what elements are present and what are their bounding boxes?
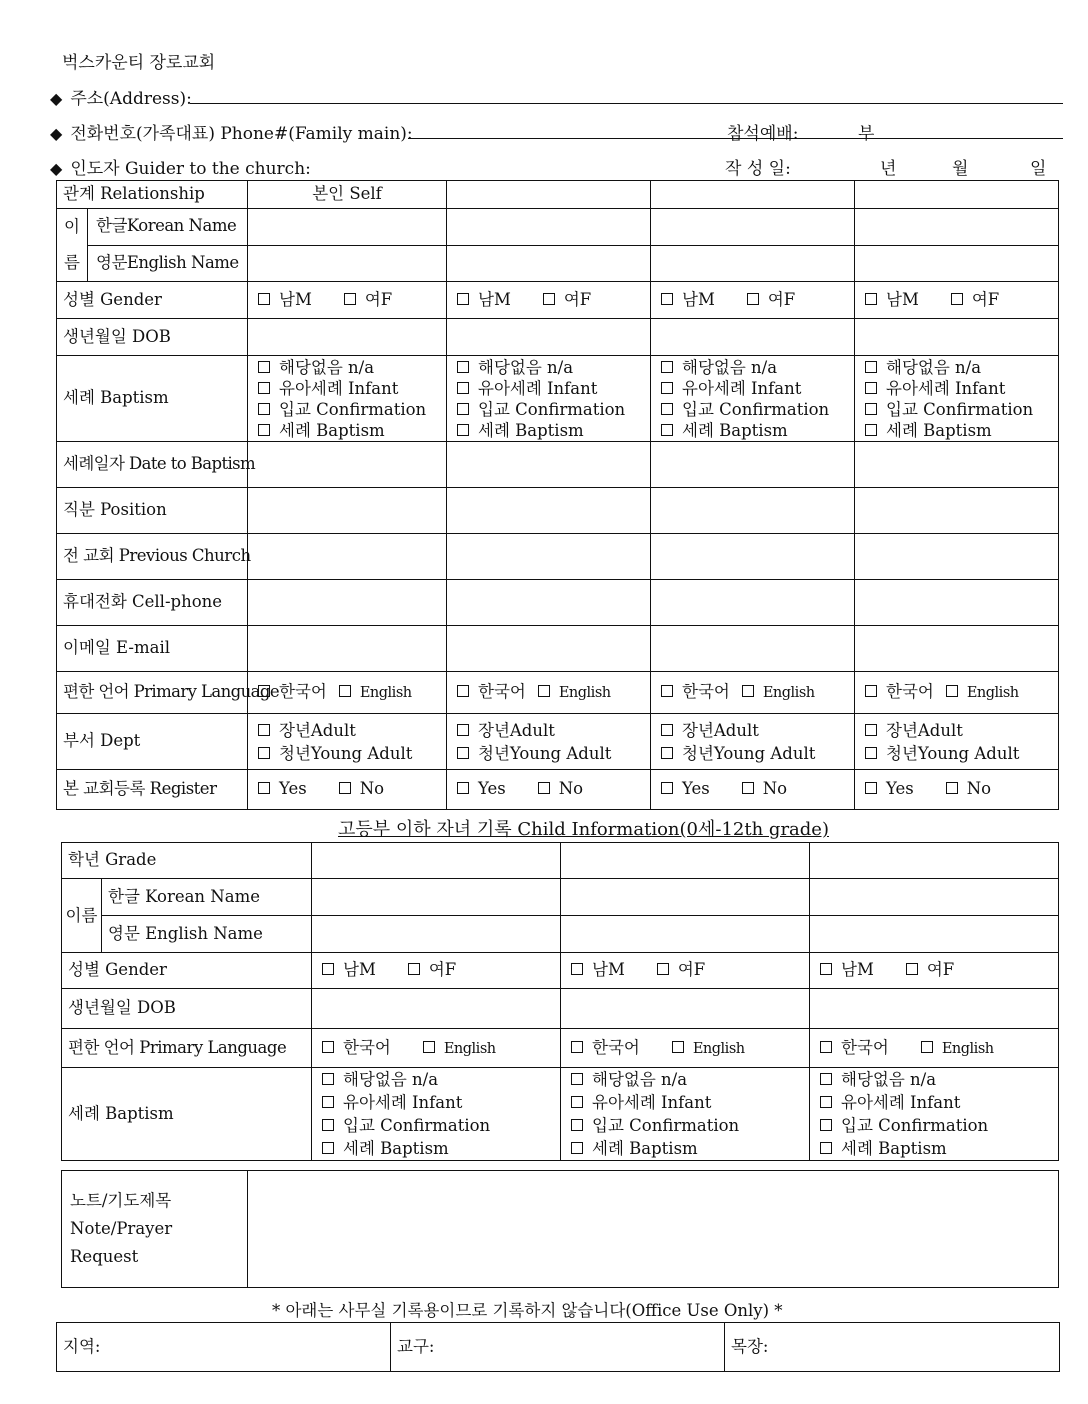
english-name-label: 영문English Name xyxy=(88,245,248,282)
email-cell[interactable] xyxy=(651,626,855,672)
baptism-na-checkbox[interactable] xyxy=(258,361,270,373)
child-section-title: 고등부 이하 자녀 기록 Child Information(0세-12th grade) xyxy=(338,819,829,840)
baptism-infant-label: 유아세례 Infant xyxy=(478,378,598,398)
language-cell xyxy=(248,672,447,714)
guider-row xyxy=(50,154,311,179)
child-baptism-cell xyxy=(561,1068,810,1161)
email-cell[interactable] xyxy=(447,626,651,672)
baptism-na-label: 해당없음 n/a xyxy=(343,1070,439,1089)
child-language-cell xyxy=(312,1029,561,1068)
english-name-cell[interactable] xyxy=(248,245,447,282)
dob-cell[interactable] xyxy=(651,319,855,356)
phone-row xyxy=(50,119,413,144)
female-label: 여F xyxy=(767,289,796,309)
baptism-label: 세례 Baptism xyxy=(57,356,248,442)
male-label: 남M xyxy=(478,289,511,309)
child-dob-row xyxy=(62,989,1059,1029)
diamond-bullet-icon: ◆ xyxy=(50,124,63,143)
date-day: 일 xyxy=(1030,159,1047,179)
dob-label: 생년월일 DOB xyxy=(57,319,248,356)
relationship-cell[interactable] xyxy=(855,181,1059,209)
grade-cell[interactable] xyxy=(810,843,1059,879)
korean-label: 한국어 xyxy=(478,682,526,702)
baptism-confirmation-label: 입교 Confirmation xyxy=(279,399,427,419)
note-table xyxy=(61,1170,1059,1288)
relationship-cell[interactable] xyxy=(447,181,651,209)
baptism-confirmation-label: 입교 Confirmation xyxy=(478,399,626,419)
register-yes-label: Yes xyxy=(478,779,506,799)
dob-cell[interactable] xyxy=(248,319,447,356)
baptism-na-checkbox[interactable] xyxy=(820,1073,832,1085)
dob-cell[interactable] xyxy=(855,319,1059,356)
korean-name-cell[interactable] xyxy=(855,209,1059,246)
address-label: 주소(Address): xyxy=(70,89,192,109)
baptism-na-checkbox[interactable] xyxy=(571,1073,583,1085)
dob-cell[interactable] xyxy=(447,319,651,356)
worship-label: 참석예배: xyxy=(727,124,799,144)
grade-cell[interactable] xyxy=(312,843,561,879)
prev-church-row xyxy=(57,534,1059,580)
baptism-cell xyxy=(248,356,447,442)
dept-adult-label: 장년Adult xyxy=(279,720,356,740)
korean-name-cell[interactable] xyxy=(248,209,447,246)
english-checkbox[interactable] xyxy=(538,685,550,697)
child-baptism-cell xyxy=(810,1068,1059,1161)
cell-phone-cell[interactable] xyxy=(447,580,651,626)
english-label: English xyxy=(762,685,815,702)
dept-adult-label: 장년Adult xyxy=(886,720,963,740)
korean-name-cell[interactable] xyxy=(651,209,855,246)
korean-checkbox[interactable] xyxy=(661,685,673,697)
child-korean-name-cell[interactable] xyxy=(561,879,810,916)
email-cell[interactable] xyxy=(855,626,1059,672)
baptism-infant-label: 유아세례 Infant xyxy=(343,1093,463,1112)
dept-young-label: 청년Young Adult xyxy=(886,743,1020,763)
baptism-date-cell[interactable] xyxy=(855,442,1059,488)
district-cell[interactable] xyxy=(391,1323,725,1372)
baptism-baptism-label: 세례 Baptism xyxy=(592,1139,698,1158)
child-dob-cell[interactable] xyxy=(810,989,1059,1029)
baptism-baptism-label: 세례 Baptism xyxy=(343,1139,449,1158)
language-cell xyxy=(855,672,1059,714)
english-label: English xyxy=(692,1040,745,1057)
register-yes-label: Yes xyxy=(279,779,307,799)
baptism-na-label: 해당없음 n/a xyxy=(592,1070,688,1089)
baptism-date-label: 세례일자 Date to Baptism xyxy=(57,442,248,488)
english-name-row xyxy=(57,245,1059,282)
dept-young-label: 청년Young Adult xyxy=(478,743,612,763)
female-checkbox[interactable] xyxy=(747,293,759,305)
language-row xyxy=(57,672,1059,714)
male-label: 남M xyxy=(886,289,919,309)
register-no-label: No xyxy=(966,779,992,799)
male-checkbox[interactable] xyxy=(661,293,673,305)
english-name-cell[interactable] xyxy=(447,245,651,282)
prev-church-cell[interactable] xyxy=(447,534,651,580)
dept-young-label: 청년Young Adult xyxy=(682,743,816,763)
child-gender-row xyxy=(62,953,1059,989)
female-checkbox[interactable] xyxy=(408,963,420,975)
baptism-baptism-label: 세례 Baptism xyxy=(886,420,992,440)
baptism-na-checkbox[interactable] xyxy=(457,361,469,373)
dept-adult-checkbox[interactable] xyxy=(258,724,270,736)
dept-cell xyxy=(248,714,447,770)
child-info-table xyxy=(61,842,1059,1161)
english-label: English xyxy=(966,685,1019,702)
dept-young-checkbox[interactable] xyxy=(457,747,469,759)
child-baptism-cell xyxy=(312,1068,561,1161)
register-yes-checkbox[interactable] xyxy=(258,782,270,794)
child-english-name-label: 영문 English Name xyxy=(102,916,312,953)
gender-row xyxy=(57,282,1059,319)
dept-young-checkbox[interactable] xyxy=(661,747,673,759)
child-dob-label: 생년월일 DOB xyxy=(62,989,312,1029)
register-yes-label: Yes xyxy=(682,779,710,799)
dept-young-checkbox[interactable] xyxy=(258,747,270,759)
baptism-baptism-label: 세례 Baptism xyxy=(841,1139,947,1158)
dept-young-checkbox[interactable] xyxy=(865,747,877,759)
child-gender-label: 성별 Gender xyxy=(62,953,312,989)
baptism-baptism-label: 세례 Baptism xyxy=(478,420,584,440)
position-cell[interactable] xyxy=(855,488,1059,534)
register-cell xyxy=(651,770,855,810)
cell-phone-cell[interactable] xyxy=(855,580,1059,626)
korean-name-label: 한글Korean Name xyxy=(88,209,248,246)
baptism-confirmation-checkbox[interactable] xyxy=(571,1119,583,1131)
female-checkbox[interactable] xyxy=(657,963,669,975)
baptism-cell xyxy=(855,356,1059,442)
dept-row xyxy=(57,714,1059,770)
child-dob-cell[interactable] xyxy=(561,989,810,1029)
baptism-confirmation-label: 입교 Confirmation xyxy=(886,399,1034,419)
english-checkbox[interactable] xyxy=(423,1041,435,1053)
child-korean-name-label: 한글 Korean Name xyxy=(102,879,312,916)
dept-adult-checkbox[interactable] xyxy=(457,724,469,736)
korean-checkbox[interactable] xyxy=(865,685,877,697)
cell-phone-cell[interactable] xyxy=(248,580,447,626)
baptism-baptism-checkbox[interactable] xyxy=(865,424,877,436)
register-no-checkbox[interactable] xyxy=(538,782,550,794)
register-yes-label: Yes xyxy=(886,779,914,799)
prev-church-cell[interactable] xyxy=(855,534,1059,580)
relationship-row xyxy=(57,181,1059,209)
child-gender-cell xyxy=(312,953,561,989)
position-cell[interactable] xyxy=(447,488,651,534)
email-cell[interactable] xyxy=(248,626,447,672)
korean-name-row xyxy=(57,209,1059,246)
region-label: 지역: xyxy=(63,1336,101,1356)
korean-label: 한국어 xyxy=(841,1037,889,1057)
office-table xyxy=(56,1322,1060,1372)
baptism-confirmation-label: 입교 Confirmation xyxy=(682,399,830,419)
baptism-baptism-checkbox[interactable] xyxy=(571,1142,583,1154)
english-label: English xyxy=(941,1040,994,1057)
baptism-baptism-checkbox[interactable] xyxy=(820,1142,832,1154)
female-label: 여F xyxy=(563,289,592,309)
korean-checkbox[interactable] xyxy=(820,1041,832,1053)
english-checkbox[interactable] xyxy=(921,1041,933,1053)
male-label: 남M xyxy=(841,960,874,980)
diamond-bullet-icon: ◆ xyxy=(50,159,63,178)
english-name-cell[interactable] xyxy=(855,245,1059,282)
baptism-baptism-checkbox[interactable] xyxy=(457,424,469,436)
email-row xyxy=(57,626,1059,672)
korean-label: 한국어 xyxy=(592,1037,640,1057)
dob-row xyxy=(57,319,1059,356)
male-checkbox[interactable] xyxy=(820,963,832,975)
korean-label: 한국어 xyxy=(682,682,730,702)
relationship-label: 관계 Relationship xyxy=(57,181,248,209)
baptism-date-cell[interactable] xyxy=(447,442,651,488)
child-english-name-cell[interactable] xyxy=(312,916,561,953)
baptism-cell xyxy=(447,356,651,442)
register-label: 본 교회등록 Register xyxy=(57,770,248,810)
child-korean-name-cell[interactable] xyxy=(810,879,1059,916)
baptism-infant-checkbox[interactable] xyxy=(865,382,877,394)
male-checkbox[interactable] xyxy=(457,293,469,305)
male-label: 남M xyxy=(343,960,376,980)
child-language-label: 편한 언어 Primary Language xyxy=(62,1029,312,1068)
child-english-name-row xyxy=(62,916,1059,953)
english-checkbox[interactable] xyxy=(339,685,351,697)
baptism-date-cell[interactable] xyxy=(248,442,447,488)
korean-label: 한국어 xyxy=(343,1037,391,1057)
dept-adult-label: 장년Adult xyxy=(478,720,555,740)
baptism-date-row xyxy=(57,442,1059,488)
baptism-infant-checkbox[interactable] xyxy=(258,382,270,394)
cell-phone-label: 휴대전화 Cell-phone xyxy=(57,580,248,626)
date-month: 월 xyxy=(952,159,969,179)
child-baptism-label: 세례 Baptism xyxy=(62,1068,312,1161)
register-no-checkbox[interactable] xyxy=(946,782,958,794)
baptism-baptism-label: 세례 Baptism xyxy=(279,420,385,440)
note-label-en: Note/Prayer Request xyxy=(70,1219,173,1266)
baptism-infant-label: 유아세례 Infant xyxy=(886,378,1006,398)
baptism-infant-label: 유아세례 Infant xyxy=(279,378,399,398)
dept-adult-label: 장년Adult xyxy=(682,720,759,740)
note-label xyxy=(62,1171,248,1288)
korean-checkbox[interactable] xyxy=(457,685,469,697)
gender-cell xyxy=(447,282,651,319)
position-label: 직분 Position xyxy=(57,488,248,534)
email-label: 이메일 E-mail xyxy=(57,626,248,672)
baptism-confirmation-label: 입교 Confirmation xyxy=(343,1116,491,1135)
register-row xyxy=(57,770,1059,810)
baptism-confirmation-label: 입교 Confirmation xyxy=(841,1116,989,1135)
female-label: 여F xyxy=(926,960,955,980)
baptism-na-checkbox[interactable] xyxy=(661,361,673,373)
baptism-confirmation-checkbox[interactable] xyxy=(457,403,469,415)
cell-phone-row xyxy=(57,580,1059,626)
female-checkbox[interactable] xyxy=(951,293,963,305)
female-checkbox[interactable] xyxy=(543,293,555,305)
baptism-baptism-checkbox[interactable] xyxy=(258,424,270,436)
address-row xyxy=(50,84,192,109)
dept-adult-checkbox[interactable] xyxy=(661,724,673,736)
position-row xyxy=(57,488,1059,534)
register-yes-checkbox[interactable] xyxy=(457,782,469,794)
register-cell xyxy=(447,770,651,810)
church-name: 벅스카운티 장로교회 xyxy=(62,53,216,73)
name-group-label: 이름 xyxy=(57,209,88,282)
male-label: 남M xyxy=(279,289,312,309)
leader-cell[interactable] xyxy=(725,1323,1060,1372)
child-language-cell xyxy=(810,1029,1059,1068)
baptism-na-checkbox[interactable] xyxy=(865,361,877,373)
baptism-row xyxy=(57,356,1059,442)
baptism-date-cell[interactable] xyxy=(651,442,855,488)
english-checkbox[interactable] xyxy=(742,685,754,697)
phone-label: 전화번호(가족대표) Phone#(Family main): xyxy=(70,124,413,144)
english-checkbox[interactable] xyxy=(672,1041,684,1053)
korean-checkbox[interactable] xyxy=(258,685,270,697)
dept-adult-checkbox[interactable] xyxy=(865,724,877,736)
baptism-infant-label: 유아세례 Infant xyxy=(841,1093,961,1112)
grade-label: 학년 Grade xyxy=(62,843,312,879)
language-cell xyxy=(447,672,651,714)
baptism-na-label: 해당없음 n/a xyxy=(682,357,778,377)
child-korean-name-cell[interactable] xyxy=(312,879,561,916)
female-checkbox[interactable] xyxy=(906,963,918,975)
child-english-name-cell[interactable] xyxy=(810,916,1059,953)
position-cell[interactable] xyxy=(248,488,447,534)
baptism-cell xyxy=(651,356,855,442)
address-line[interactable] xyxy=(190,103,1063,104)
prev-church-cell[interactable] xyxy=(651,534,855,580)
child-english-name-cell[interactable] xyxy=(561,916,810,953)
baptism-baptism-checkbox[interactable] xyxy=(322,1142,334,1154)
baptism-confirmation-checkbox[interactable] xyxy=(322,1119,334,1131)
child-language-row xyxy=(62,1029,1059,1068)
female-label: 여F xyxy=(971,289,1000,309)
female-label: 여F xyxy=(428,960,457,980)
phone-line[interactable] xyxy=(408,138,1063,139)
guider-label: 인도자 Guider to the church: xyxy=(70,159,311,179)
office-notice: * 아래는 사무실 기록용이므로 기록하지 않습니다(Office Use Only) * xyxy=(272,1301,783,1320)
baptism-confirmation-checkbox[interactable] xyxy=(865,403,877,415)
baptism-confirmation-label: 입교 Confirmation xyxy=(592,1116,740,1135)
gender-cell xyxy=(855,282,1059,319)
male-checkbox[interactable] xyxy=(865,293,877,305)
gender-label: 성별 Gender xyxy=(57,282,248,319)
note-label-ko: 노트/기도제목 xyxy=(70,1191,172,1210)
dept-young-label: 청년Young Adult xyxy=(279,743,413,763)
male-checkbox[interactable] xyxy=(258,293,270,305)
baptism-confirmation-checkbox[interactable] xyxy=(258,403,270,415)
register-cell xyxy=(855,770,1059,810)
female-label: 여F xyxy=(364,289,393,309)
baptism-na-checkbox[interactable] xyxy=(322,1073,334,1085)
english-name-cell[interactable] xyxy=(651,245,855,282)
baptism-infant-checkbox[interactable] xyxy=(457,382,469,394)
worship-suffix: 부 xyxy=(858,124,875,144)
register-no-label: No xyxy=(359,779,385,799)
baptism-infant-checkbox[interactable] xyxy=(571,1096,583,1108)
english-checkbox[interactable] xyxy=(946,685,958,697)
adult-info-table xyxy=(56,180,1059,810)
female-label: 여F xyxy=(677,960,706,980)
prev-church-label: 전 교회 Previous Church xyxy=(57,534,248,580)
register-cell xyxy=(248,770,447,810)
baptism-na-label: 해당없음 n/a xyxy=(279,357,375,377)
date-label: 작 성 일: xyxy=(725,159,791,179)
district-label: 교구: xyxy=(397,1336,435,1356)
gender-cell xyxy=(248,282,447,319)
baptism-infant-label: 유아세례 Infant xyxy=(592,1093,712,1112)
dept-cell xyxy=(855,714,1059,770)
baptism-infant-label: 유아세례 Infant xyxy=(682,378,802,398)
male-checkbox[interactable] xyxy=(322,963,334,975)
grade-row xyxy=(62,843,1059,879)
baptism-na-label: 해당없음 n/a xyxy=(886,357,982,377)
register-yes-checkbox[interactable] xyxy=(865,782,877,794)
baptism-baptism-label: 세례 Baptism xyxy=(682,420,788,440)
english-label: English xyxy=(359,685,412,702)
language-cell xyxy=(651,672,855,714)
language-label: 편한 언어 Primary Language xyxy=(57,672,248,714)
baptism-na-label: 해당없음 n/a xyxy=(841,1070,937,1089)
child-gender-cell xyxy=(561,953,810,989)
child-name-group-label: 이름 xyxy=(62,879,102,953)
dept-label: 부서 Dept xyxy=(57,714,248,770)
region-cell[interactable] xyxy=(57,1323,391,1372)
register-yes-checkbox[interactable] xyxy=(661,782,673,794)
baptism-confirmation-checkbox[interactable] xyxy=(820,1119,832,1131)
male-label: 남M xyxy=(592,960,625,980)
english-label: English xyxy=(558,685,611,702)
register-no-label: No xyxy=(558,779,584,799)
baptism-infant-checkbox[interactable] xyxy=(661,382,673,394)
position-cell[interactable] xyxy=(651,488,855,534)
child-gender-cell xyxy=(810,953,1059,989)
male-checkbox[interactable] xyxy=(571,963,583,975)
diamond-bullet-icon: ◆ xyxy=(50,89,63,108)
gender-cell xyxy=(651,282,855,319)
baptism-infant-checkbox[interactable] xyxy=(820,1096,832,1108)
cell-phone-cell[interactable] xyxy=(651,580,855,626)
baptism-baptism-checkbox[interactable] xyxy=(661,424,673,436)
korean-checkbox[interactable] xyxy=(322,1041,334,1053)
child-dob-cell[interactable] xyxy=(312,989,561,1029)
korean-label: 한국어 xyxy=(886,682,934,702)
self-label: 본인 Self xyxy=(248,181,447,209)
dept-cell xyxy=(447,714,651,770)
male-label: 남M xyxy=(682,289,715,309)
child-korean-name-row xyxy=(62,879,1059,916)
register-no-checkbox[interactable] xyxy=(339,782,351,794)
child-baptism-row xyxy=(62,1068,1059,1161)
relationship-cell[interactable] xyxy=(651,181,855,209)
child-language-cell xyxy=(561,1029,810,1068)
register-no-label: No xyxy=(762,779,788,799)
dept-cell xyxy=(651,714,855,770)
date-year: 년 xyxy=(880,159,897,179)
baptism-confirmation-checkbox[interactable] xyxy=(661,403,673,415)
female-checkbox[interactable] xyxy=(344,293,356,305)
korean-checkbox[interactable] xyxy=(571,1041,583,1053)
note-input[interactable] xyxy=(248,1171,1059,1288)
baptism-na-label: 해당없음 n/a xyxy=(478,357,574,377)
prev-church-cell[interactable] xyxy=(248,534,447,580)
korean-name-cell[interactable] xyxy=(447,209,651,246)
grade-cell[interactable] xyxy=(561,843,810,879)
english-label: English xyxy=(443,1040,496,1057)
leader-label: 목장: xyxy=(731,1336,769,1356)
register-no-checkbox[interactable] xyxy=(742,782,754,794)
korean-label: 한국어 xyxy=(279,682,327,702)
baptism-infant-checkbox[interactable] xyxy=(322,1096,334,1108)
